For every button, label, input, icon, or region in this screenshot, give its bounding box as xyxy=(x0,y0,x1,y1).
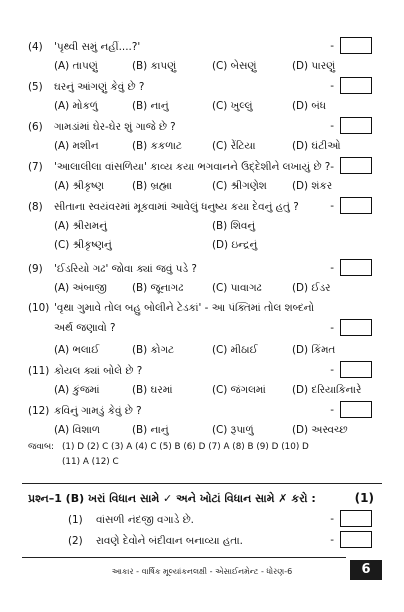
question-number: (8) xyxy=(28,201,43,213)
option-b: (B) ઘરમાં xyxy=(132,384,173,396)
question-text: કોયલ ક્યાં બોલે છે ? xyxy=(54,365,143,377)
question-7 xyxy=(28,160,376,174)
answer-dash: - xyxy=(330,40,334,52)
question-text: 'ઈડરિયો ગઢ' જોવા ક્યાં જવું પડે ? xyxy=(54,263,197,275)
option-a: (A) શ્રીરામનું xyxy=(54,220,107,232)
option-d: (D) કિંમત xyxy=(292,344,336,356)
answer-box[interactable] xyxy=(340,37,372,54)
option-c: (C) રૂપાળું xyxy=(212,424,254,436)
option-a: (A) ભલાઈ xyxy=(54,344,100,356)
answer-box[interactable] xyxy=(340,361,372,378)
statement-number: (2) xyxy=(68,535,83,547)
question-number: (12) xyxy=(28,405,50,417)
answer-key xyxy=(28,440,374,470)
option-d: (D) બંધ xyxy=(292,100,326,112)
answer-dash: - xyxy=(330,120,334,132)
question-text: 'પૃથ્વી સમું નહીં....?' xyxy=(54,41,141,53)
answer-box[interactable] xyxy=(340,157,372,174)
answer-dash: - xyxy=(330,262,334,274)
question-6 xyxy=(28,120,376,134)
option-d: (D) અસ્વચ્છ xyxy=(292,424,348,436)
question-9 xyxy=(28,262,376,276)
option-b: (B) નાનું xyxy=(132,424,169,436)
option-b: (B) કોગટ xyxy=(132,344,175,356)
option-b: (B) નાનું xyxy=(132,100,169,112)
answer-dash: - xyxy=(330,404,334,416)
question-10 xyxy=(28,301,376,315)
question-12 xyxy=(28,404,376,418)
answer-dash: - xyxy=(330,80,334,92)
option-c: (C) શ્રીકૃષ્ણનું xyxy=(54,239,112,251)
question-text: કવિનું ગામડું કેવું છે ? xyxy=(54,405,142,417)
answer-dash: - xyxy=(330,513,334,525)
option-c: (C) પાવાગઢ xyxy=(212,282,262,294)
option-a: (A) કુંજમાં xyxy=(54,384,100,396)
question-text: ગામડાંમાં ઘેર-ઘેર શું ગાજે છે ? xyxy=(54,121,176,133)
option-a: (A) મશીન xyxy=(54,140,99,152)
option-c: (C) શ્રીગણેશ xyxy=(212,180,267,192)
question-text: 'આલાલીલા વાંસળિયા' કાવ્ય કયા ભગવાનને ઉદ્દેશીને લખાયું છે ? xyxy=(54,161,331,173)
option-b: (B) બ્રહ્મા xyxy=(132,180,172,192)
section-title: પ્રશ્ન–1 (B) ખરાં વિધાન સામે ✓ અને ખોટાં વિધાન સામે ✗ કરો : xyxy=(28,492,316,505)
option-a: (A) અંબાજી xyxy=(54,282,107,294)
answer-box[interactable] xyxy=(340,531,372,548)
option-b: (B) શિવનું xyxy=(212,220,256,232)
option-c: (C) મીઠાઈ xyxy=(212,344,258,356)
question-number: (11) xyxy=(28,365,50,377)
option-c: (C) રેંટિયા xyxy=(212,140,256,152)
question-11 xyxy=(28,364,376,378)
question-text: 'વૃથા ગુમાવે તોલ બહુ બોલીને ટેડકાં' - આ પંક્તિમાં તોલ શબ્દનો xyxy=(54,302,315,314)
option-b: (B) કાપણું xyxy=(132,60,177,72)
question-number: (7) xyxy=(28,161,43,173)
answer-key-line-1: (1) D (2) C (3) A (4) C (5) B (6) D (7) A (8) B (9) D (10) D xyxy=(62,442,309,452)
option-a: (A) શ્રીકૃષ્ણ xyxy=(54,180,104,192)
statement-text: વાંસળી નંદજી વગાડે છે. xyxy=(96,514,194,526)
option-d: (D) ઈડર xyxy=(292,282,331,294)
answer-dash: - xyxy=(330,364,334,376)
answer-box[interactable] xyxy=(340,117,372,134)
footer-text: આકાર - વાર્ષિક મૂલ્યાંકનલક્ષી - એસાઈનમેન્ટ - ધોરણ-6 xyxy=(111,567,293,576)
question-number: (5) xyxy=(28,81,43,93)
answer-key-line-2: (11) A (12) C xyxy=(62,457,119,467)
statement-text: રાવણે દેવોને બંદીવાન બનાવ્યા હતા. xyxy=(96,535,243,547)
question-8 xyxy=(28,200,376,214)
question-text: ઘરનું આંગણું કેવું છે ? xyxy=(54,81,145,93)
answer-box[interactable] xyxy=(340,319,372,336)
question-text: સીતાના સ્વયંવરમાં મૂકવામાં આવેલું ધનુષ્ય કયા દેવનું હતું ? xyxy=(54,201,299,213)
option-a: (A) વિશાળ xyxy=(54,424,101,436)
question-number: (6) xyxy=(28,121,43,133)
option-a: (A) તાપણું xyxy=(54,60,98,72)
option-b: (B) કકળાટ xyxy=(132,140,182,152)
answer-dash: - xyxy=(330,200,334,212)
option-d: (D) ઘંટીઓ xyxy=(292,140,341,152)
option-a: (A) મોકળું xyxy=(54,100,98,112)
section-marks: (1) xyxy=(354,491,374,505)
question-number: (9) xyxy=(28,263,43,275)
option-d: (D) દરિયાકિનારે xyxy=(292,384,362,396)
question-number: (10) xyxy=(28,302,50,314)
page-number: 6 xyxy=(350,560,382,580)
option-d: (D) શંકર xyxy=(292,180,333,192)
answer-dash: - xyxy=(330,161,335,173)
option-b: (B) જૂનાગઢ xyxy=(132,282,184,294)
answer-box[interactable] xyxy=(340,510,372,527)
question-text-continued: અર્થ જણાવો ? xyxy=(54,322,116,334)
footer-divider xyxy=(22,557,346,558)
option-c: (C) જંગલમાં xyxy=(212,384,266,396)
answer-box[interactable] xyxy=(340,401,372,418)
answer-dash: - xyxy=(330,322,334,334)
answer-box[interactable] xyxy=(340,197,372,214)
option-c: (C) બેસણું xyxy=(212,60,257,72)
answer-box[interactable] xyxy=(340,77,372,94)
answer-key-label: જવાબ: xyxy=(28,442,54,452)
question-4 xyxy=(28,40,376,54)
answer-dash: - xyxy=(330,534,334,546)
question-5 xyxy=(28,80,376,94)
option-d: (D) પારણું xyxy=(292,60,336,72)
statement-number: (1) xyxy=(68,514,83,526)
question-number: (4) xyxy=(28,41,43,53)
answer-box[interactable] xyxy=(340,259,372,276)
option-c: (C) ખુલ્લું xyxy=(212,100,253,112)
divider xyxy=(22,483,382,484)
option-d: (D) ઇન્દ્રનું xyxy=(212,239,258,251)
